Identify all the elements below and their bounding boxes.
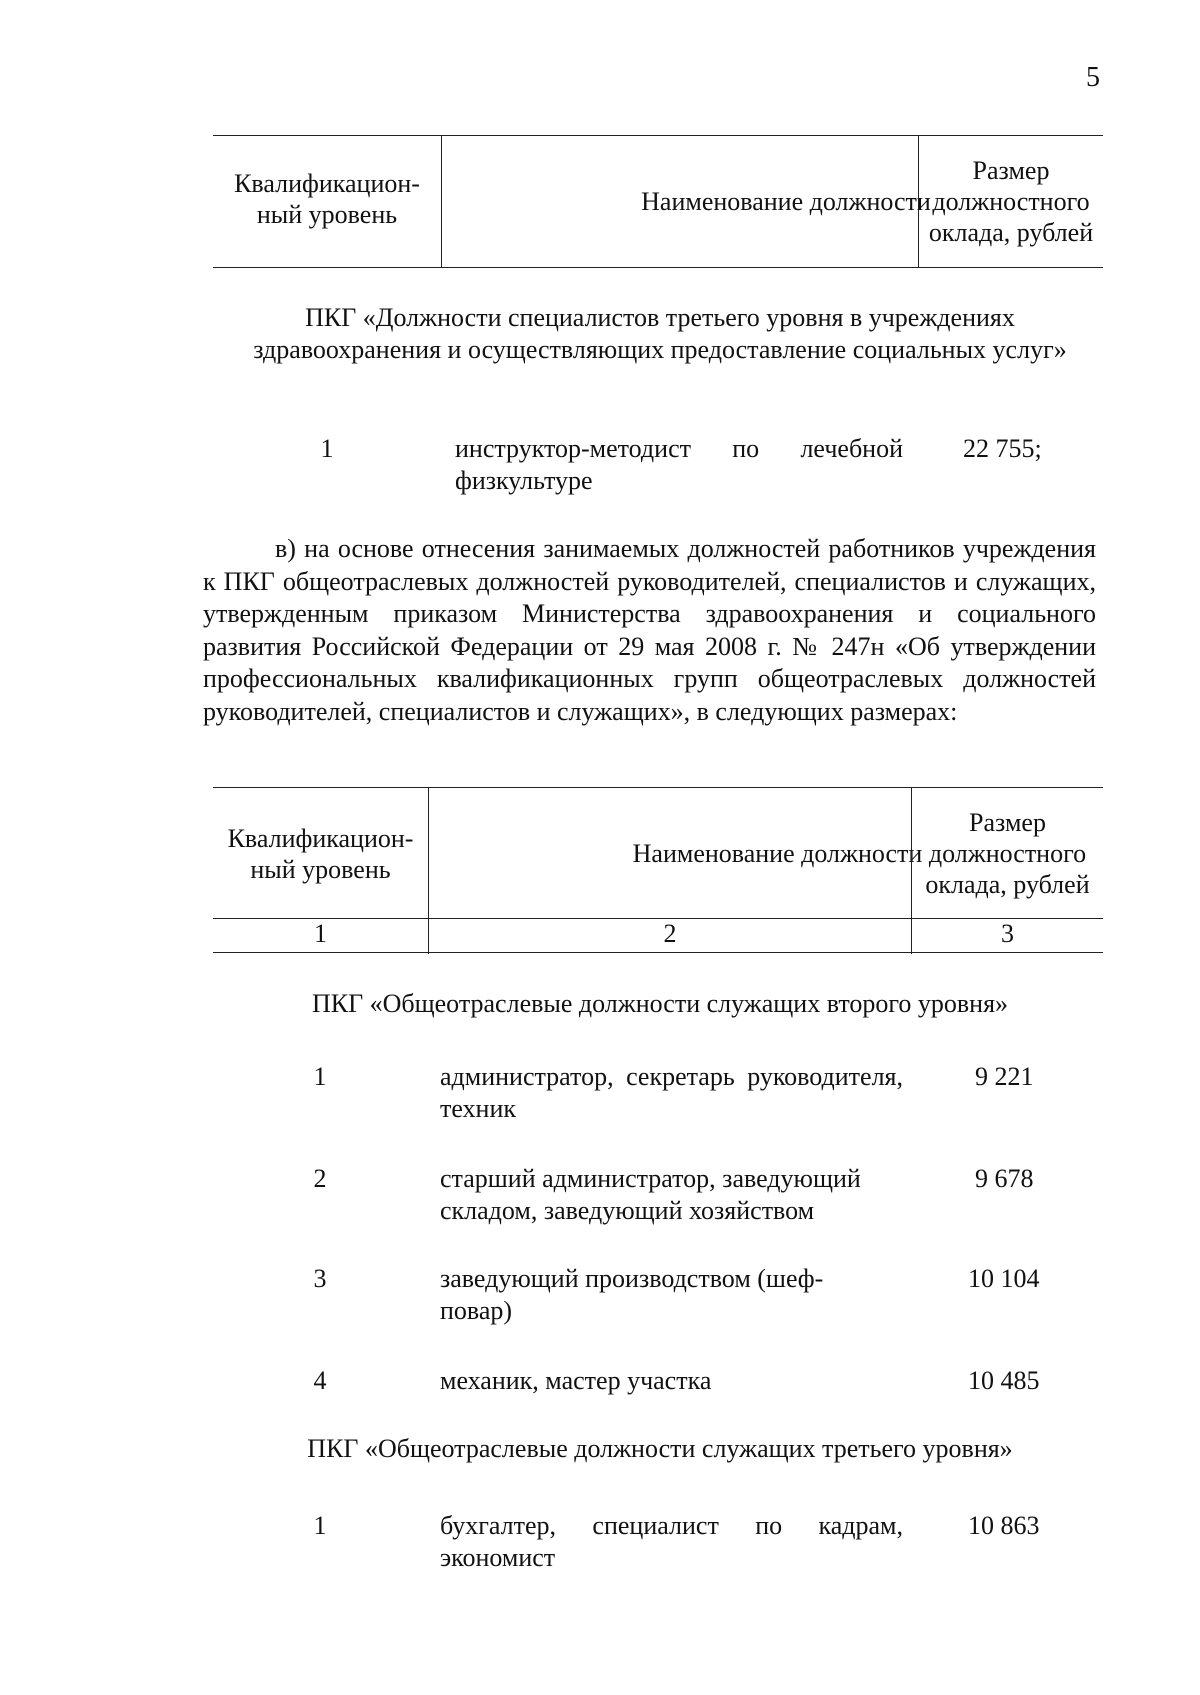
group-title-specialists-third-level: ПКГ «Должности специалистов третьего уровня в учреждениях здравоохранения и осуществляющих предоставление социальных услуг» bbox=[253, 303, 1067, 364]
row-salary: 10 485 bbox=[968, 1366, 1040, 1395]
body-paragraph: в) на основе отнесения занимаемых должностей работников учреждения к ПКГ общеотраслевых должностей руководителей, специалистов и служащих, утвержденным приказом Министерства здравоохранения и социального развития Российской Федерации от 29 мая 2008 г. № 247н «Об утверждении профессиональных квалификационных групп общеотраслевых должностей руководителей, специалистов и служащих», в следующих размерах: bbox=[203, 534, 1096, 726]
column-number-1: 1 bbox=[314, 919, 327, 948]
row-level: 3 bbox=[313, 1264, 327, 1293]
header-salary-size: Размер должностного оклада, рублей bbox=[928, 156, 1094, 247]
row-position-name: администратор, секретарь руководителя, техник bbox=[440, 1062, 903, 1123]
row-level: 1 bbox=[313, 1511, 327, 1540]
row-salary: 9 221 bbox=[975, 1062, 1034, 1091]
row-salary: 9 678 bbox=[975, 1164, 1034, 1193]
row-position-name: механик, мастер участка bbox=[440, 1366, 712, 1395]
row-position-name: инструктор-методист по лечебной физкультуре bbox=[455, 434, 903, 495]
table-header-1 bbox=[213, 135, 1103, 268]
header-qualification-level: Квалификацион-ный уровень bbox=[234, 168, 420, 229]
table-header-2 bbox=[213, 787, 1103, 954]
header-salary-size: Размер должностного оклада, рублей bbox=[925, 808, 1090, 899]
row-level: 1 bbox=[313, 1062, 327, 1091]
row-salary: 22 755; bbox=[963, 434, 1042, 463]
header-qualification-level: Квалификацион-ный уровень bbox=[227, 823, 414, 884]
row-level: 1 bbox=[320, 434, 334, 463]
row-salary: 10 863 bbox=[968, 1511, 1040, 1540]
header-position-name: Наименование должности bbox=[632, 839, 923, 868]
row-level: 4 bbox=[313, 1366, 327, 1395]
column-number-2: 2 bbox=[663, 919, 677, 948]
header-bottom-border bbox=[213, 952, 1103, 953]
page-number: 5 bbox=[1086, 62, 1100, 93]
group-title-employees-third-level: ПКГ «Общеотраслевые должности служащих третьего уровня» bbox=[307, 1434, 1013, 1463]
row-position-name: старший администратор, заведующий складом, заведующий хозяйством bbox=[440, 1164, 861, 1225]
row-position-name: заведующий производством (шеф-повар) bbox=[440, 1264, 824, 1325]
row-salary: 10 104 bbox=[968, 1264, 1040, 1293]
row-level: 2 bbox=[313, 1164, 327, 1193]
row-position-name: бухгалтер, специалист по кадрам, экономист bbox=[440, 1511, 903, 1572]
column-number-3: 3 bbox=[1001, 919, 1014, 948]
group-title-employees-second-level: ПКГ «Общеотраслевые должности служащих второго уровня» bbox=[311, 989, 1009, 1018]
header-position-name: Наименование должности bbox=[641, 187, 931, 216]
